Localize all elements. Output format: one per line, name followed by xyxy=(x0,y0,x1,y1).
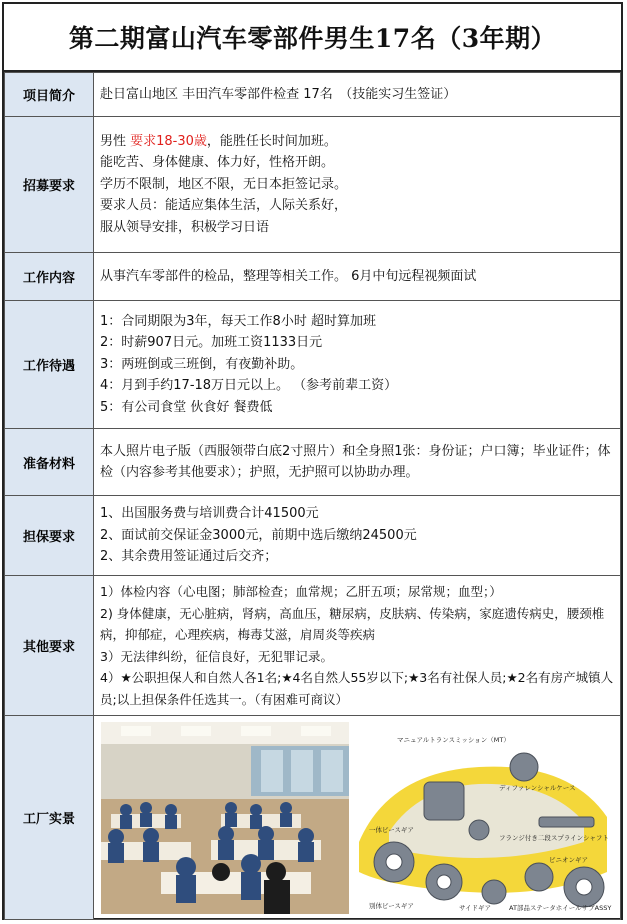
other-guarantor: 4）★公职担保人和自然人各1名;★4名自然人55岁以下;★3名有社保人员;★2名有房产城镇人员;以上担保条件任选其一。（有困难可商议） xyxy=(100,670,614,707)
content-intro xyxy=(94,73,621,117)
row-work xyxy=(5,253,621,301)
part-label: ディファレンシャルケース xyxy=(499,783,576,792)
recruit-line: 要求人员：能适应集体生活，人际关系好， xyxy=(100,198,348,214)
row-materials xyxy=(5,429,621,496)
other-line: 1）体检内容（心电图；肺部检查；血常规；乙肝五项；尿常规；血型；） xyxy=(100,584,502,599)
row-other xyxy=(5,576,621,716)
label-other: 其他要求 xyxy=(5,576,94,716)
recruit-gender: 男性 xyxy=(100,133,131,149)
part-label: AT部品ステータホイールサブASSY xyxy=(509,903,612,912)
label-work: 工作内容 xyxy=(5,253,94,301)
recruit-line: 服从领导安排，积极学习日语 xyxy=(100,219,270,235)
content-work xyxy=(94,253,621,301)
recruit-line-first xyxy=(100,131,614,153)
part-label: ピニオンギア xyxy=(549,855,588,864)
guarantee-line: 2、其余费用签证通过后交齐； xyxy=(100,549,278,565)
recruitment-sheet xyxy=(2,2,623,920)
content-materials xyxy=(94,429,621,496)
part-label: マニュアルトランスミッション（MT） xyxy=(397,735,510,744)
part-label: フランジ付き二段スプラインシャフト xyxy=(499,833,609,842)
content-benefits xyxy=(94,301,621,429)
label-intro: 项目简介 xyxy=(5,73,94,117)
row-factory xyxy=(5,716,621,920)
other-line: 3）无法律纠纷，征信良好，无犯罪记录。 xyxy=(100,648,333,664)
recruit-line: 学历不限制，地区不限，无日本拒签记录。 xyxy=(100,176,348,192)
content-guarantee xyxy=(94,496,621,576)
row-recruit xyxy=(5,117,621,253)
content-factory xyxy=(94,716,621,920)
row-intro xyxy=(5,73,621,117)
age-requirement: 要求18-30歳 xyxy=(130,133,207,149)
info-table xyxy=(4,72,621,920)
label-guarantee: 担保要求 xyxy=(5,496,94,576)
label-factory: 工厂实景 xyxy=(5,716,94,920)
factory-photos xyxy=(95,718,619,918)
benefit-line: 2：时薪907日元。加班工资1133日元 xyxy=(100,335,323,351)
intro-line: 赴日富山地区 丰田汽车零部件检查 17名 （技能实习生签证） xyxy=(100,86,457,102)
part-label: サイドギア xyxy=(459,903,492,912)
auto-parts-image xyxy=(349,722,613,914)
part-label: 別体ピースギア xyxy=(369,901,414,910)
row-benefits xyxy=(5,301,621,429)
materials-text: 本人照片电子版（西服领带白底2寸照片）和全身照1张：身份证；户口簿；毕业证件；体检（内容参考其他要求）；护照，无护照可以协助办理。 xyxy=(100,443,611,480)
page-title: 第二期富山汽车零部件男生17名（3年期） xyxy=(4,4,621,72)
row-guarantee xyxy=(5,496,621,576)
benefit-line: 3：两班倒或三班倒，有夜勤补助。 xyxy=(100,356,304,372)
guarantee-line: 1、出国服务费与培训费合计41500元 xyxy=(100,506,319,522)
benefit-line: 1：合同期限为3年，每天工作8小时 超时算加班 xyxy=(100,313,376,329)
benefit-line: 5：有公司食堂 伙食好 餐费低 xyxy=(100,399,273,415)
part-label: 一体ピースギア xyxy=(369,825,414,834)
recruit-line: 能吃苦、身体健康、体力好，性格开朗。 xyxy=(100,155,335,171)
benefit-line: 4：月到手约17-18万日元以上。 （参考前辈工资） xyxy=(100,378,398,394)
content-other xyxy=(94,576,621,716)
content-recruit xyxy=(94,117,621,253)
other-health: 2) 身体健康，无心脏病，肾病，高血压，糖尿病，皮肤病、传染病，家庭遗传病史，腰颈椎病，抑郁症，心理疾病，梅毒艾滋，肩周炎等疾病 xyxy=(100,605,605,642)
label-benefits: 工作待遇 xyxy=(5,301,94,429)
label-materials: 准备材料 xyxy=(5,429,94,496)
recruit-overtime: ，能胜任长时间加班。 xyxy=(206,133,337,149)
canteen-photo xyxy=(101,722,349,914)
guarantee-line: 2、面试前交保证金3000元，前期中选后缴纳24500元 xyxy=(100,527,417,543)
label-recruit: 招募要求 xyxy=(5,117,94,253)
work-line: 从事汽车零部件的检品，整理等相关工作。 6月中旬远程视频面试 xyxy=(100,268,477,284)
